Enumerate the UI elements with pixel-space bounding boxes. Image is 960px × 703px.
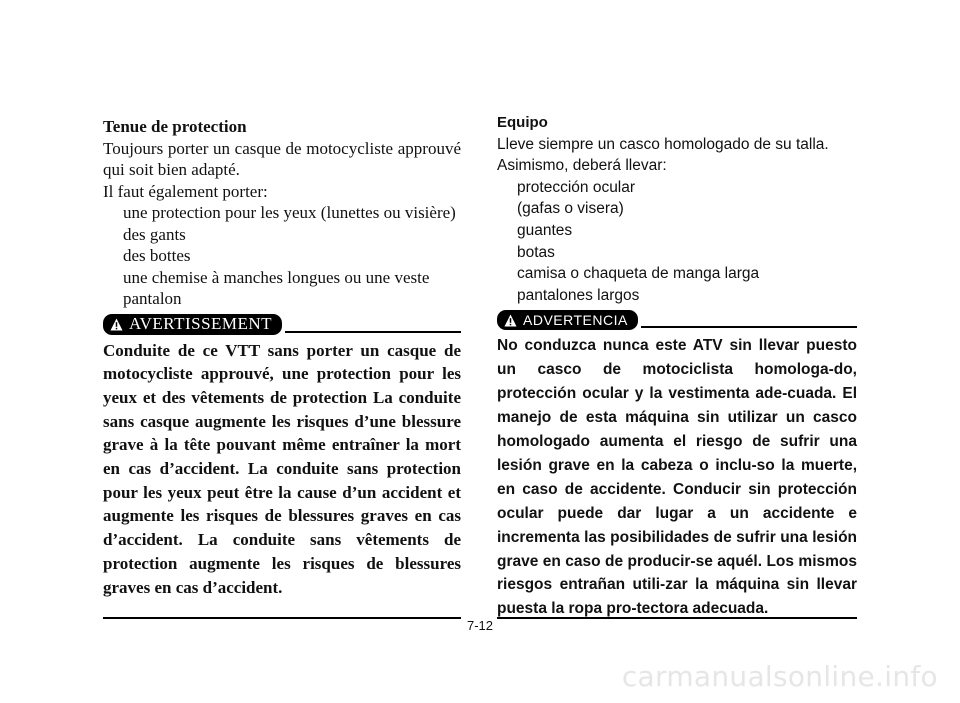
spanish-list-item: botas xyxy=(517,243,555,261)
spanish-column xyxy=(497,112,857,621)
page-number: 7-12 xyxy=(466,618,494,633)
french-warning-badge xyxy=(103,314,282,335)
spanish-warning-badge xyxy=(497,310,638,330)
french-list-item: des gants xyxy=(123,224,186,244)
spanish-intro-line: Asimismo, deberá llevar: xyxy=(497,157,667,175)
french-warning-header xyxy=(103,314,461,335)
spanish-warning-text: No conduzca nunca este ATV sin llevar puesto un casco de motociclista homologa-do, protección ocular y la vestimenta ade-cuada. El manejo de esta máquina sin utilizar un casco homologado aumenta el riesgo de sufrir una lesión grave en la cabeza o inclu-so la muerte, en caso de accidente. Conducir sin protección ocular puede dar lugar a un accidente e incrementa las posibilidades de sufrir una lesión grave en caso de producir-se aquél. Los mismos riesgos entrañan utili-zar la máquina sin llevar puesta la ropa pro-tectora adecuada. xyxy=(497,337,857,618)
french-list-item: des bottes xyxy=(123,246,191,265)
spanish-warning-header xyxy=(497,310,857,330)
french-list-item: pantalon xyxy=(123,289,182,308)
french-list-item: une protection pour les yeux (lunettes ou visière) xyxy=(123,203,456,222)
french-warning-rule xyxy=(285,331,461,333)
watermark: carmanualsonline.info xyxy=(621,660,938,693)
french-intro-line: Il faut également porter: xyxy=(103,181,268,201)
french-warning-text: Conduite de ce VTT sans porter un casque de motocycliste approuvé, une protection pour les yeux et des vêtements de protection La conduite sans casque augmente les risques d’une blessure grave à la tête pouvant même entraîner la mort en cas d’accident. La conduite sans protection pour les yeux peut être la cause d’un accident et augmente les risques de blessures graves en cas d’accident. La conduite sans vêtements de protection augmente les risques de blessures graves en cas d’accident. xyxy=(103,340,461,597)
warning-triangle-icon xyxy=(504,314,517,327)
warning-triangle-icon xyxy=(110,318,123,331)
spanish-warning-label: ADVERTENCIA xyxy=(523,311,628,328)
french-intro-line: Toujours porter un casque de motocycliste approuvé qui soit bien adapté. xyxy=(103,138,461,179)
french-column xyxy=(103,116,461,599)
spanish-heading: Equipo xyxy=(497,114,548,131)
spanish-intro-line: Lleve siempre un casco homologado de su talla. xyxy=(497,135,829,153)
french-heading: Tenue de protection xyxy=(103,117,247,136)
french-list-item: une chemise à manches longues ou une veste xyxy=(123,267,430,287)
french-warning-label: AVERTISSEMENT xyxy=(129,314,273,334)
spanish-warning-rule xyxy=(641,326,857,328)
spanish-list-item: guantes xyxy=(517,221,573,239)
spanish-list-item: (gafas o visera) xyxy=(517,200,624,218)
spanish-list-item: pantalones largos xyxy=(517,286,640,304)
spanish-list-item: protección ocular xyxy=(517,178,636,196)
spanish-list-item: camisa o chaqueta de manga larga xyxy=(517,265,760,283)
